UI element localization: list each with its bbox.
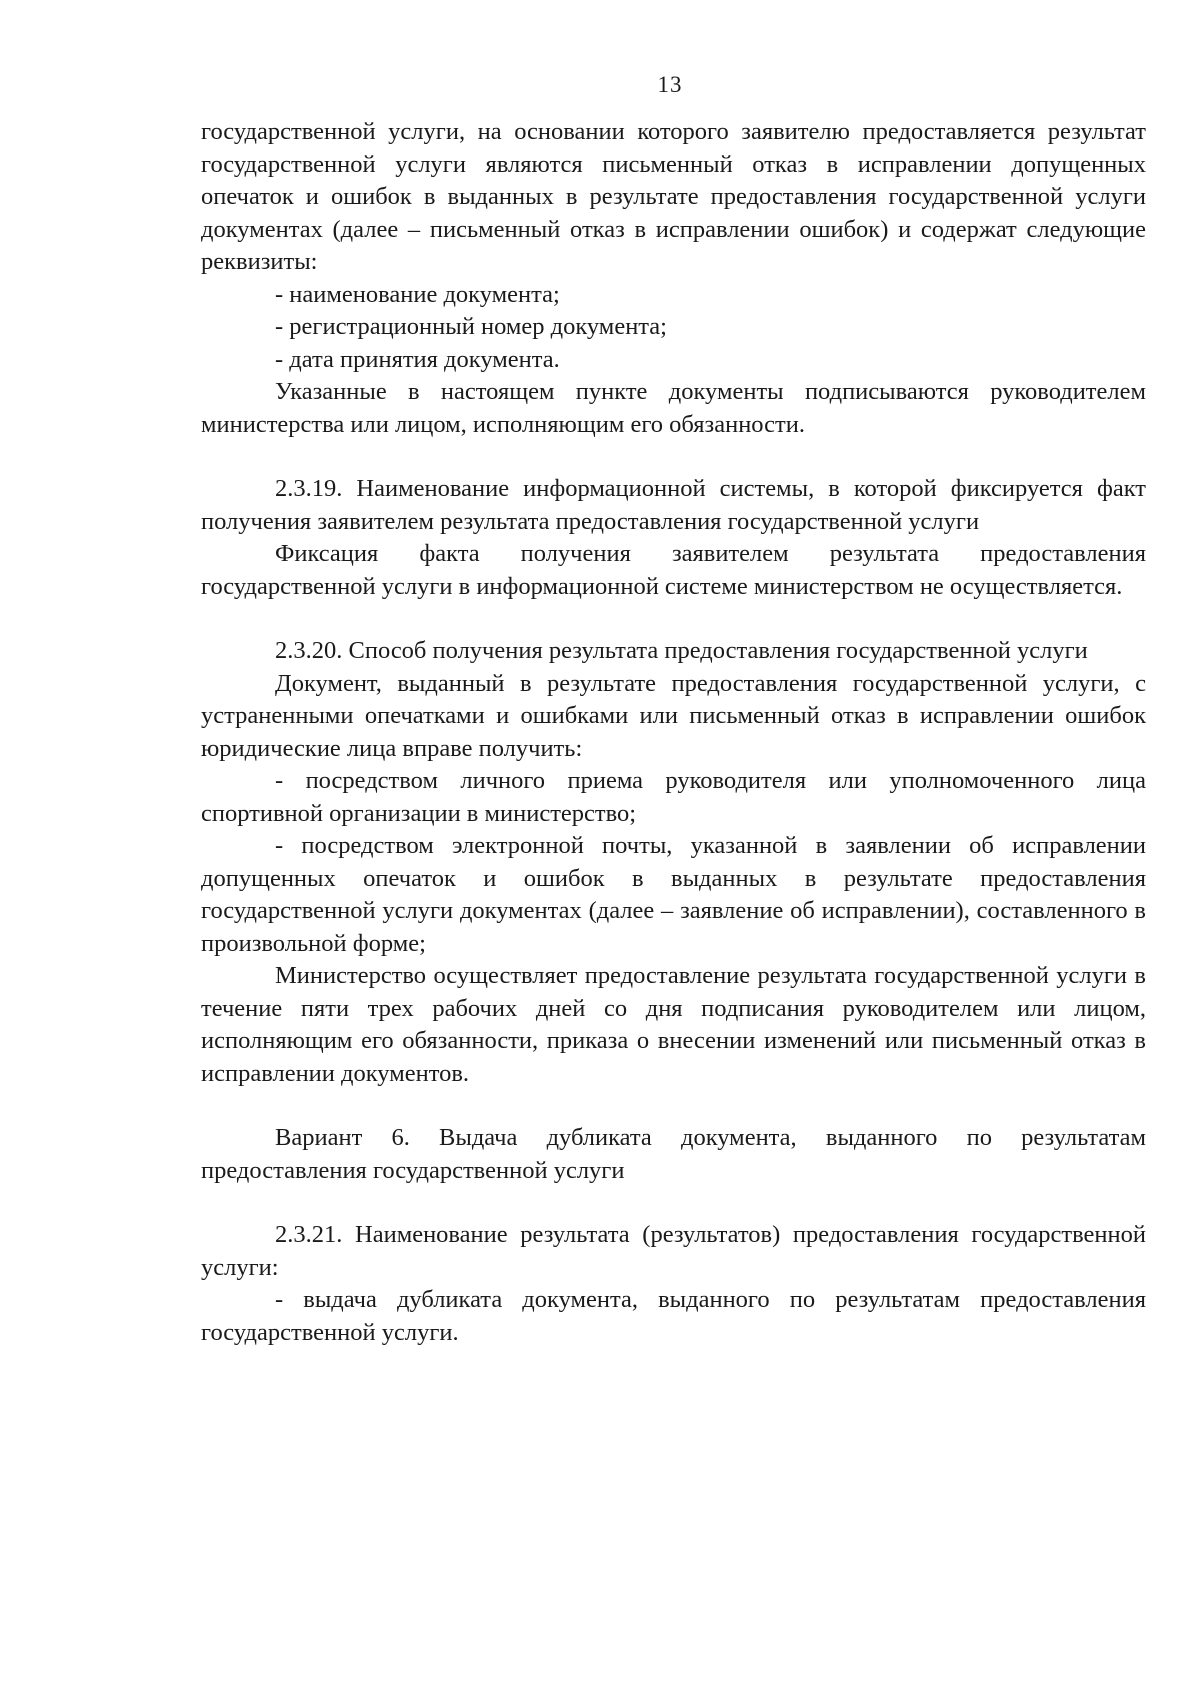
list-item: - дата принятия документа. xyxy=(275,345,560,373)
list-item: - наименование документа; xyxy=(275,280,560,308)
paragraph: Документ, выданный в результате предоставления государственной услуги, с устраненными опечатками и ошибками или письменный отказ в исправлении ошибок юридические лица вправе получить: xyxy=(201,669,1146,762)
paragraph-spacer xyxy=(201,1187,1146,1219)
document-body xyxy=(201,116,1146,1349)
paragraph: Министерство осуществляет предоставление результата государственной услуги в течение пяти трех рабочих дней со дня подписания руководителем или лицом, исполняющим его обязанности, приказа о внесении изменений или письменный отказ в исправлении документов. xyxy=(201,962,1146,1087)
paragraph: государственной услуги, на основании которого заявителю предоставляется результат государственной услуги являются письменный отказ в исправлении допущенных опечаток и ошибок в выданных в результате предоставления государственной услуги документах (далее – письменный отказ в исправлении ошибок) и содержат следующие реквизиты: xyxy=(201,118,1146,275)
paragraph: 2.3.21. Наименование результата (результатов) предоставления государственной услуги: xyxy=(201,1221,1146,1281)
page-number: 13 xyxy=(657,72,683,97)
paragraph: - выдача дубликата документа, выданного по результатам предоставления государственной услуги. xyxy=(201,1286,1146,1346)
paragraph-spacer xyxy=(201,603,1146,635)
paragraph: Вариант 6. Выдача дубликата документа, выданного по результатам предоставления государственной услуги xyxy=(201,1124,1146,1184)
paragraph-spacer xyxy=(201,441,1146,473)
list-item: - регистрационный номер документа; xyxy=(275,313,667,340)
paragraph: Указанные в настоящем пункте документы подписываются руководителем министерства или лицом, исполняющим его обязанности. xyxy=(201,378,1146,438)
paragraph-spacer xyxy=(201,1090,1146,1122)
paragraph: 2.3.20. Способ получения результата предоставления государственной услуги xyxy=(275,637,1088,664)
paragraph: 2.3.19. Наименование информационной системы, в которой фиксируется факт получения заявителем результата предоставления государственной услуги xyxy=(201,475,1146,535)
paragraph: Фиксация факта получения заявителем результата предоставления государственной услуги в информационной системе министерством не осуществляется. xyxy=(201,540,1146,600)
paragraph: - посредством личного приема руководителя или уполномоченного лица спортивной организации в министерство; xyxy=(201,767,1146,827)
paragraph: - посредством электронной почты, указанной в заявлении об исправлении допущенных опечаток и ошибок в выданных в результате предоставления государственной услуги документах (далее – заявление об исправлении), составленного в произвольной форме; xyxy=(201,832,1146,957)
